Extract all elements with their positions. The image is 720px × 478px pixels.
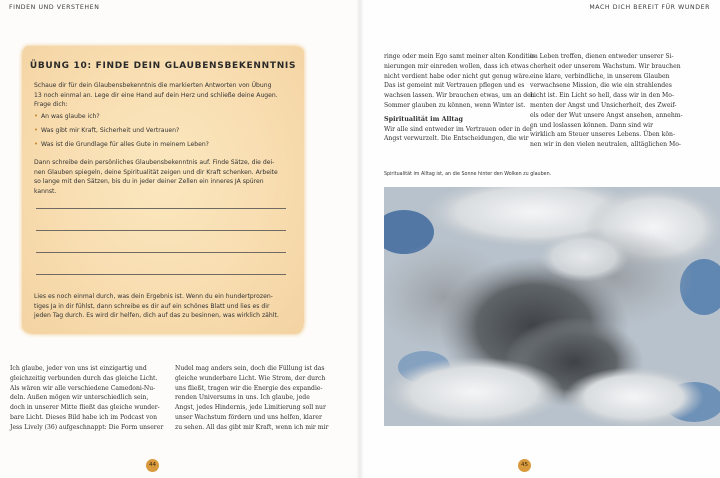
text-line: menten der Angst und Unsicherheit, des Zweif- — [530, 101, 677, 109]
text-line: nierungen mir einreden wollen, dass ich etwas — [384, 62, 529, 70]
text-line: Schaue dir für dein Glaubensbekenntnis die markierten Antworten von Übung — [34, 82, 272, 89]
text-line: tiges Ja in dir fühlst, dann schreibe es dir auf ein schönes Blatt und lies es dir — [34, 302, 270, 310]
text-line: Als wären wir alle verschiedene Cameđoni-Nu- — [10, 384, 156, 392]
question-text: An was glaube ich? — [41, 113, 100, 120]
photo-caption: Spiritualität im Alltag ist, an die Sonne hinter den Wolken zu glauben. — [384, 172, 552, 177]
text-line: wirklich am Steuer unseres Lebens. Üben kön- — [530, 131, 676, 139]
text-line: gleichzeitig verbunden durch das gleiche Licht. — [10, 374, 158, 382]
page-number-left: 44 — [146, 459, 159, 472]
text-line: nen Glauben spiegeln, deine Spiritualität zeigen und dir Kraft schenken. Arbeite — [34, 168, 278, 176]
text-line: so lange mit den Sätzen, bis du in jeder deiner Zellen ein inneres JA spüren — [34, 178, 264, 186]
exercise-instructions — [34, 158, 290, 196]
text-line: doch in unserer Mitte fließt das gleiche wunder- — [10, 404, 160, 412]
text-line: uns fließt, tragen wir die Energie des expandie- — [175, 384, 323, 392]
text-line: cherheit oder unserem Wachstum. Wir brauchen — [530, 62, 681, 70]
right-body-column-2 — [530, 52, 683, 150]
writing-line[interactable] — [36, 252, 286, 253]
text-line: Angst, jedes Hindernis, jede Limitierung soll nur — [175, 404, 326, 412]
text-line: Frage dich: — [34, 101, 68, 109]
exercise-title: ÜBUNG 10: FINDE DEIN GLAUBENSBEKENNTNIS — [29, 61, 297, 71]
text-line: deln. Außen mögen wir unterschiedlich sein, — [10, 394, 149, 402]
text-line: nen wir in den vielen neutralen, alltäglichen Mo- — [530, 141, 681, 149]
text-line: Licht ist. Ein Licht so hell, dass wir in den Mo- — [530, 92, 675, 100]
text-line: kannst. — [34, 187, 57, 195]
question-item — [34, 126, 290, 140]
text-line: im Leben treffen, dienen entweder unserer Si- — [530, 53, 674, 60]
text-line: eine klare, verbindliche, in unserem Glauben — [530, 72, 670, 80]
writing-line[interactable] — [36, 274, 286, 275]
writing-line[interactable] — [36, 208, 286, 209]
text-line: wachsen lassen. Wir brauchen etwas, um an den — [384, 92, 535, 100]
text-line: nicht verdient habe oder nicht gut genug wäre. — [384, 72, 531, 80]
text-line: verwachsene Mission, die wie ein strahlendes — [530, 82, 672, 90]
text-line: Nudel mag anders sein, doch die Füllung ist das — [175, 365, 325, 372]
exercise-card — [22, 46, 304, 334]
book-gutter — [356, 0, 364, 478]
text-line: renden Universums in uns. Ich glaube, jede — [175, 394, 310, 402]
cloud-photo — [384, 187, 720, 426]
text-line: els oder der Wut unsere Angst ansehen, annehm- — [530, 111, 683, 119]
text-line: Angst verwurzelt. Die Entscheidungen, die wir — [384, 135, 529, 143]
right-body-column-1 — [384, 52, 536, 144]
text-line: Lies es noch einmal durch, was dein Ergebnis ist. Wenn du ein hundertprozen- — [34, 293, 273, 300]
running-head-left: FINDEN UND VERSTEHEN — [9, 4, 100, 11]
text-line: Sommer glauben zu können, wenn Winter ist. — [384, 101, 526, 109]
text-line: Das ist gemeint mit Vertrauen pflegen und es — [384, 82, 525, 90]
text-line: jeden Tag durch. Es wird dir helfen, dich auf das zu besinnen, was wirklich zählt. — [34, 312, 279, 320]
text-line: gleiche wunderbare Licht. Wie Strom, der durch — [175, 374, 326, 382]
bullet-icon: • — [34, 140, 39, 148]
text-line: bare Licht. Dieses Bild habe ich im Podcast von — [10, 413, 158, 421]
left-body-column-1 — [10, 364, 164, 433]
question-item — [34, 140, 290, 154]
writing-line[interactable] — [36, 230, 286, 231]
text-line: unser Wachstum fördern und uns helfen, klarer — [175, 413, 322, 421]
question-item — [34, 112, 290, 126]
section-subheading: Spiritualität im Alltag — [384, 114, 463, 123]
text-line: 13 noch einmal an. Lege dir eine Hand auf dein Herz und schließe deine Augen. — [34, 91, 278, 99]
text-line: Dann schreibe dein persönliches Glaubensbekenntnis auf. Finde Sätze, die dei- — [34, 159, 275, 166]
text-line: Jess Lively (36) aufgeschnappt: Die Form unserer — [10, 423, 164, 431]
cloud-illustration — [384, 187, 720, 426]
exercise-intro — [34, 81, 290, 110]
exercise-outro — [34, 292, 290, 321]
question-text: Was gibt mir Kraft, Sicherheit und Vertrauen? — [41, 127, 180, 134]
exercise-questions — [34, 112, 290, 154]
bullet-icon: • — [34, 112, 39, 120]
bullet-icon: • — [34, 126, 39, 134]
running-head-right: MACH DICH BEREIT FÜR WUNDER — [589, 4, 710, 11]
left-body-column-2 — [175, 364, 329, 433]
text-line: en und loslassen können. Dann sind wir — [530, 121, 654, 129]
question-text: Was ist die Grundlage für alles Gute in meinem Leben? — [41, 141, 209, 148]
text-line: Ich glaube, jeder von uns ist einzigartig und — [10, 365, 147, 372]
text-line: Wir alle sind entweder im Vertrauen oder in der — [384, 125, 533, 133]
text-line: zu sehen. All das gibt mir Kraft, wenn ich mir mir — [175, 423, 329, 431]
text-line: ringe oder mein Ego samt meiner alten Konditio- — [384, 53, 536, 60]
page-number-right: 45 — [518, 459, 531, 472]
